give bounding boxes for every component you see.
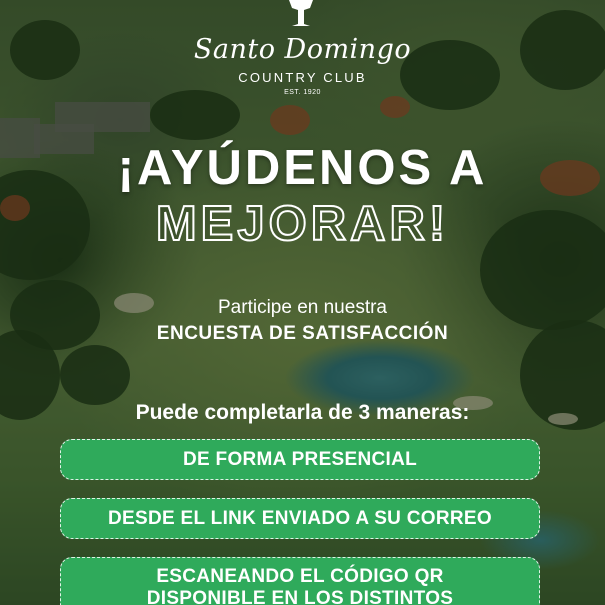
club-logo xyxy=(0,0,605,105)
headline-line-2: MEJORAR! xyxy=(155,197,450,251)
method-email-link: DESDE EL LINK ENVIADO A SU CORREO xyxy=(60,498,540,539)
intro-line-1: Participe en nuestra xyxy=(218,297,387,318)
method-in-person: DE FORMA PRESENCIAL xyxy=(60,439,540,480)
methods-heading: Puede completarla de 3 maneras: xyxy=(135,401,470,424)
logo-emblem-icon xyxy=(280,0,322,30)
method-qr-code xyxy=(60,557,540,605)
club-name: COUNTRY CLUB xyxy=(238,70,367,85)
method-qr-line-2: DISPONIBLE EN LOS DISTINTOS xyxy=(146,588,454,605)
club-script-name: Santo Domingo xyxy=(193,34,412,65)
club-established: EST. 1920 xyxy=(284,89,321,96)
headline-line-1: ¡AYÚDENOS A xyxy=(117,141,488,195)
intro-line-2: ENCUESTA DE SATISFACCIÓN xyxy=(156,323,449,344)
method-qr-line-1: ESCANEANDO EL CÓDIGO QR xyxy=(156,566,444,587)
